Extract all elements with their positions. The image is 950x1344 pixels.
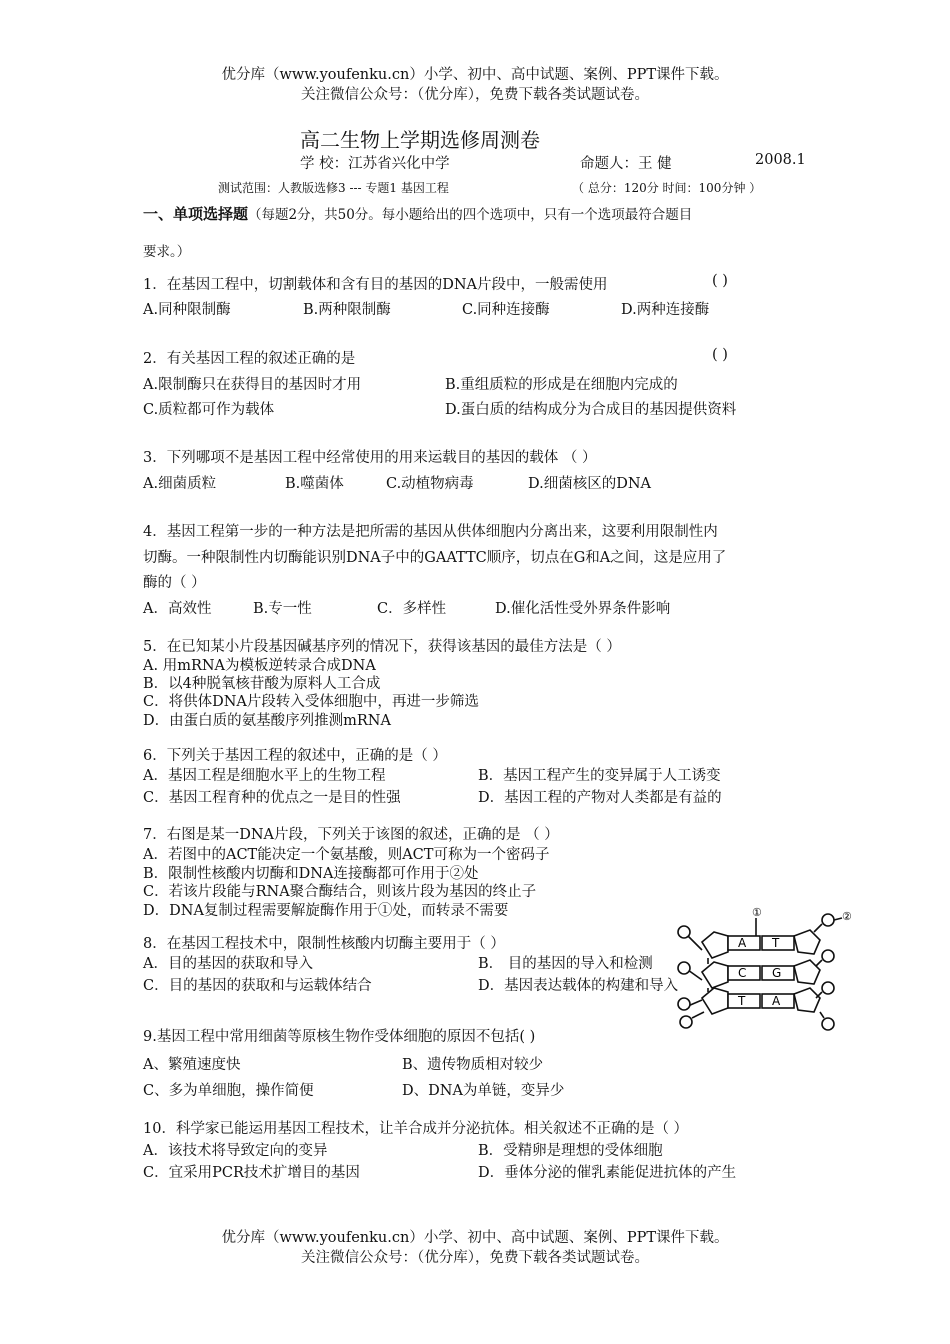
q9-option-c: C、多为单细胞，操作简便 — [143, 1083, 314, 1099]
q8-stem: 8．在基因工程技术中，限制性核酸内切酶主要用于（ ） — [143, 936, 505, 952]
q4-option-a: A．高效性 — [143, 601, 212, 617]
page-title: 高二生物上学期选修周测卷 — [300, 128, 540, 152]
q6-option-b: B．基因工程产生的变异属于人工诱变 — [478, 768, 721, 784]
pair-2-left: C — [738, 966, 747, 980]
q4-option-c: C．多样性 — [377, 601, 447, 617]
dna-fragment-diagram-icon — [678, 914, 842, 1030]
q4-line-2: 切酶。一种限制性内切酶能识别DNA子中的GAATTC顺序，切点在G和A之间，这是应用了 — [143, 550, 727, 566]
q6-stem: 6．下列关于基因工程的叙述中，正确的是（ ） — [143, 748, 447, 764]
score-time: （ 总分：120分 时间：100分钟 ） — [572, 181, 762, 195]
q5-stem: 5．在已知某小片段基因碱基序列的情况下，获得该基因的最佳方法是（ ） — [143, 639, 621, 655]
pair-1-left: A — [738, 936, 747, 950]
bottom-banner-line-2: 关注微信公众号：（优分库），免费下载各类试题试卷。 — [301, 1250, 649, 1266]
school: 学 校：江苏省兴化中学 — [300, 156, 450, 172]
q1-option-d: D.两种连接酶 — [621, 302, 710, 318]
q4-option-d: D.催化活性受外界条件影响 — [495, 601, 671, 617]
q10-option-b: B．受精卵是理想的受体细胞 — [478, 1143, 663, 1159]
date: 2008.1 — [755, 152, 806, 168]
q10-stem: 10．科学家已能运用基因工程技术，让羊合成并分泌抗体。相关叙述不正确的是（ ） — [143, 1121, 689, 1137]
q9-option-d: D、DNA为单链，变异少 — [402, 1083, 565, 1099]
q8-option-c: C．目的基因的获取和与运载体结合 — [143, 978, 372, 994]
q5-option-d: D．由蛋白质的氨基酸序列推测mRNA — [143, 713, 391, 729]
q7-option-b: B．限制性核酸内切酶和DNA连接酶都可作用于②处 — [143, 866, 479, 882]
q7-option-a: A．若图中的ACT能决定一个氨基酸，则ACT可称为一个密码子 — [143, 847, 550, 863]
q1-stem: 1．在基因工程中，切割载体和含有目的基因的DNA片段中，一般需使用 — [143, 277, 608, 293]
bottom-banner-line-1: 优分库（www.youfenku.cn）小学、初中、高中试题、案例、PPT课件下载。 — [221, 1230, 729, 1246]
q9-stem: 9.基因工程中常用细菌等原核生物作受体细胞的原因不包括( ) — [143, 1029, 536, 1045]
q5-option-c: C．将供体DNA片段转入受体细胞中，再进一步筛选 — [143, 694, 479, 710]
q4-line-3: 酶的（ ） — [143, 575, 206, 591]
top-banner-line-1: 优分库（www.youfenku.cn）小学、初中、高中试题、案例、PPT课件下载。 — [221, 67, 729, 83]
q3-option-d: D.细菌核区的DNA — [528, 476, 652, 492]
q10-option-c: C．宜采用PCR技术扩增目的基因 — [143, 1165, 360, 1181]
q6-option-a: A．基因工程是细胞水平上的生物工程 — [143, 768, 386, 784]
q2-option-a: A.限制酶只在获得目的基因时才用 — [143, 377, 362, 393]
q2-answer-paren: ( ) — [712, 347, 728, 363]
q8-option-a: A．目的基因的获取和导入 — [143, 956, 313, 972]
q1-option-a: A.同种限制酶 — [143, 302, 231, 318]
q1-option-b: B.两种限制酶 — [303, 302, 391, 318]
q7-stem: 7．右图是某一DNA片段，下列关于该图的叙述，正确的是 （ ） — [143, 827, 559, 843]
q8-option-b: B． 目的基因的导入和检测 — [478, 956, 653, 972]
q2-option-b: B.重组质粒的形成是在细胞内完成的 — [445, 377, 678, 393]
q10-option-a: A．该技术将导致定向的变异 — [143, 1143, 328, 1159]
section-instruction: （每题2分，共50分。每小题给出的四个选项中，只有一个选项最符合题目 — [248, 207, 693, 223]
section-1-heading-row — [143, 203, 692, 224]
q1-answer-paren: ( ) — [712, 273, 728, 289]
q10-option-d: D．垂体分泌的催乳素能促进抗体的产生 — [478, 1165, 737, 1181]
pair-3-left: T — [738, 994, 746, 1008]
q6-option-c: C．基因工程育种的优点之一是目的性强 — [143, 790, 401, 806]
q5-option-b: B．以4种脱氧核苷酸为原料人工合成 — [143, 676, 381, 692]
figure-label-2: ② — [842, 910, 852, 923]
author: 命题人：王 健 — [580, 156, 672, 172]
q3-option-b: B.噬菌体 — [285, 476, 344, 492]
pair-3-right: A — [772, 994, 781, 1008]
q9-option-a: A、繁殖速度快 — [143, 1057, 241, 1073]
test-scope: 测试范围：人教版选修3 --- 专题1 基因工程 — [218, 181, 449, 195]
q2-option-c: C.质粒都可作为载体 — [143, 402, 275, 418]
q4-option-b: B.专一性 — [253, 601, 312, 617]
q6-option-d: D．基因工程的产物对人类都是有益的 — [478, 790, 722, 806]
figure-label-1: ① — [752, 906, 762, 919]
q3-option-a: A.细菌质粒 — [143, 476, 217, 492]
q4-line-1: 4．基因工程第一步的一种方法是把所需的基因从供体细胞内分离出来，这要利用限制性内 — [143, 524, 718, 540]
pair-2-right: G — [772, 966, 782, 980]
q7-option-d: D．DNA复制过程需要解旋酶作用于①处，而转录不需要 — [143, 903, 509, 919]
q2-option-d: D.蛋白质的结构成分为合成目的基因提供资料 — [445, 402, 737, 418]
q1-option-c: C.同种连接酶 — [462, 302, 550, 318]
dna-fragment-figure — [664, 900, 854, 1035]
pair-1-right: T — [772, 936, 780, 950]
q3-stem: 3．下列哪项不是基因工程中经常使用的用来运载目的基因的载体 （ ） — [143, 450, 597, 466]
q3-option-c: C.动植物病毒 — [386, 476, 474, 492]
top-banner-line-2: 关注微信公众号：（优分库），免费下载各类试题试卷。 — [301, 87, 649, 103]
section-instruction-cont: 要求。） — [143, 244, 191, 260]
q8-option-d: D．基因表达载体的构建和导入 — [478, 978, 679, 994]
q7-option-c: C．若该片段能与RNA聚合酶结合，则该片段为基因的终止子 — [143, 884, 537, 900]
q5-option-a: A. 用mRNA为模板逆转录合成DNA — [143, 658, 376, 674]
q9-option-b: B、遗传物质相对较少 — [402, 1057, 544, 1073]
section-heading: 一、单项选择题 — [143, 205, 249, 223]
q2-stem: 2．有关基因工程的叙述正确的是 — [143, 351, 356, 367]
